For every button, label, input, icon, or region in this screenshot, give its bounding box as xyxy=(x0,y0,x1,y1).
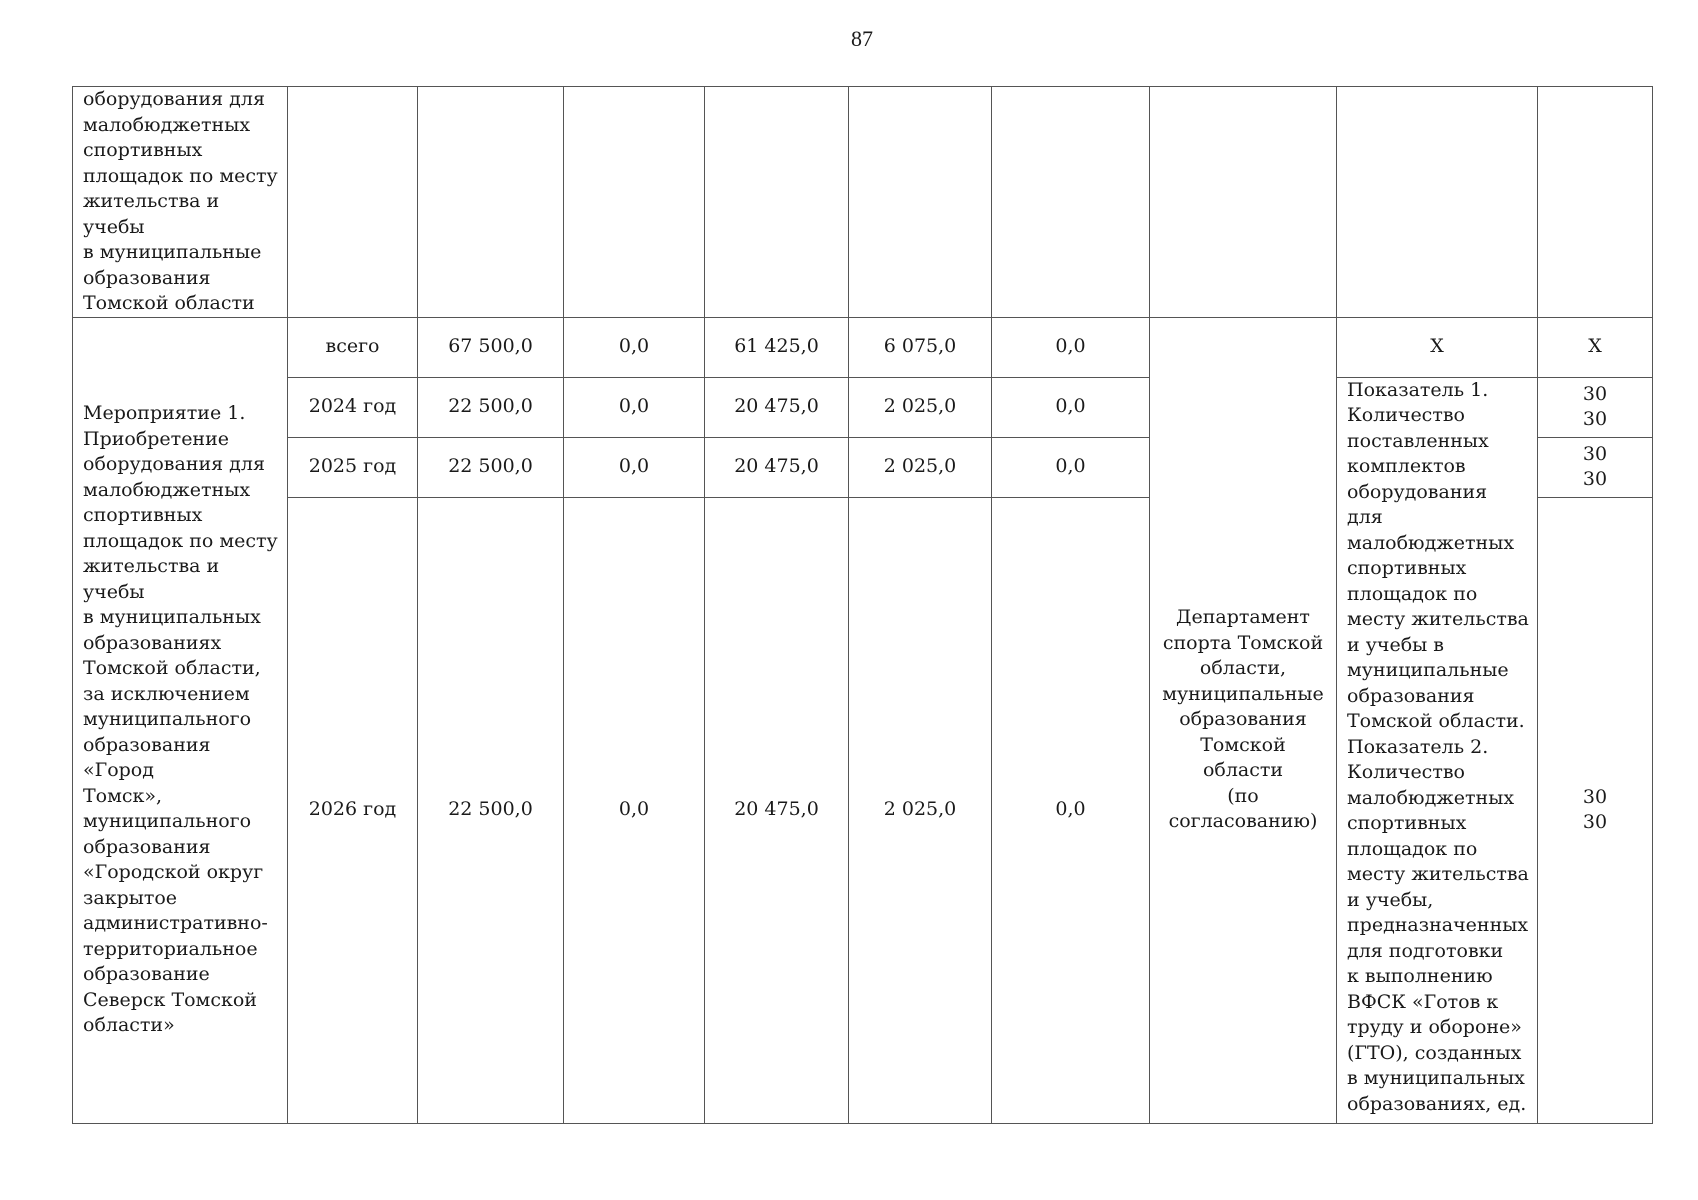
regional-cell: 20 475,0 xyxy=(705,497,849,1123)
value-mark-cell: X xyxy=(1538,317,1653,377)
table-row-total xyxy=(73,317,1653,377)
empty-cell xyxy=(1337,87,1538,318)
local-cell: 2 025,0 xyxy=(849,497,992,1123)
total-cell: 22 500,0 xyxy=(418,437,564,497)
local-cell: 2 025,0 xyxy=(849,437,992,497)
indicator-value: 30 xyxy=(1582,468,1608,490)
empty-cell xyxy=(1150,87,1337,318)
total-cell: 22 500,0 xyxy=(418,377,564,437)
indicators-cell: Показатель 1. Количество поставленных комплектов оборудования для малобюджетных спортивных площадок по месту жительства и учебы в муниципальные образования Томской области. Показатель 2. Количество малобюджетных спортивных площадок по месту жительства и учебы, предназначенных для подготовки к выполнению ВФСК «Готов к труду и обороне» (ГТО), созданных в муниципальных образованиях, ед. xyxy=(1337,377,1538,1123)
empty-cell xyxy=(564,87,705,318)
budget-table xyxy=(72,86,1653,1124)
period-cell: 2026 год xyxy=(288,497,418,1123)
total-cell: 67 500,0 xyxy=(418,317,564,377)
empty-cell xyxy=(992,87,1150,318)
regional-cell: 61 425,0 xyxy=(705,317,849,377)
other-cell: 0,0 xyxy=(992,497,1150,1123)
other-cell: 0,0 xyxy=(992,317,1150,377)
indicator-values-cell xyxy=(1538,377,1653,437)
indicator-values-cell xyxy=(1538,497,1653,1123)
continuation-row xyxy=(73,87,1653,318)
period-cell: 2024 год xyxy=(288,377,418,437)
event-name-cell: Мероприятие 1. Приобретение оборудования для малобюджетных спортивных площадок по месту жительства и учебы в муниципальных образованиях Томской области, за исключением муниципального образования «Город Томск», муниципального образования «Городской округ закрытое административно- территориальное образование Северск Томской области» xyxy=(73,317,288,1123)
continuation-name-cell: оборудования для малобюджетных спортивных площадок по месту жительства и учебы в муниципальные образования Томской области xyxy=(73,87,288,318)
indicator-mark-cell: X xyxy=(1337,317,1538,377)
indicator-value: 30 xyxy=(1582,443,1608,465)
indicator-value: 30 xyxy=(1582,383,1608,405)
indicator-value: 30 xyxy=(1582,786,1608,808)
empty-cell xyxy=(705,87,849,318)
other-cell: 0,0 xyxy=(992,437,1150,497)
executor-cell: Департамент спорта Томской области, муниципальные образования Томской области (по согласованию) xyxy=(1150,317,1337,1123)
period-cell: всего xyxy=(288,317,418,377)
regional-cell: 20 475,0 xyxy=(705,437,849,497)
federal-cell: 0,0 xyxy=(564,317,705,377)
empty-cell xyxy=(288,87,418,318)
indicator-value: 30 xyxy=(1582,408,1608,430)
empty-cell xyxy=(849,87,992,318)
federal-cell: 0,0 xyxy=(564,497,705,1123)
table-row-2024 xyxy=(73,377,1653,437)
empty-cell xyxy=(418,87,564,318)
federal-cell: 0,0 xyxy=(564,377,705,437)
other-cell: 0,0 xyxy=(992,377,1150,437)
total-cell: 22 500,0 xyxy=(418,497,564,1123)
page-number: 87 xyxy=(851,26,873,51)
indicator-values-cell xyxy=(1538,437,1653,497)
indicator-value: 30 xyxy=(1582,811,1608,833)
period-cell: 2025 год xyxy=(288,437,418,497)
local-cell: 6 075,0 xyxy=(849,317,992,377)
federal-cell: 0,0 xyxy=(564,437,705,497)
local-cell: 2 025,0 xyxy=(849,377,992,437)
regional-cell: 20 475,0 xyxy=(705,377,849,437)
empty-cell xyxy=(1538,87,1653,318)
